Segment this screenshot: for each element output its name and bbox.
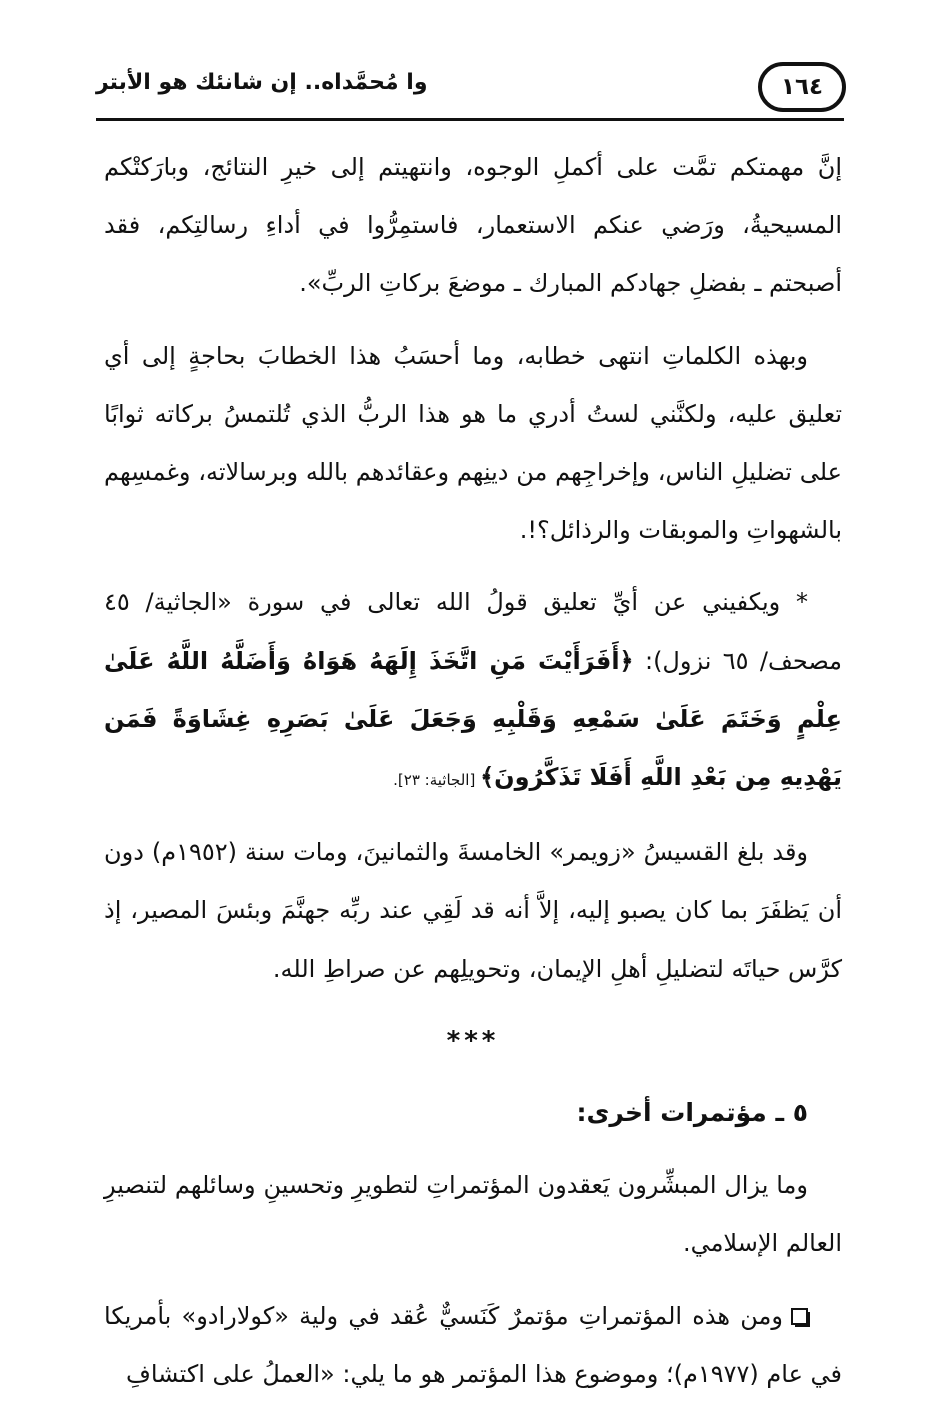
- quran-paragraph: [104, 573, 842, 809]
- section-heading: ٥ ـ مؤتمرات أخرى:: [576, 1098, 808, 1128]
- body-text: [104, 138, 842, 1417]
- section-paragraph-1: وما يزال المبشِّرون يَعقدون المؤتمراتِ لتطويرِ وتحسينِ وسائلهم لتنصيرِ العالم الإسلامي.: [104, 1171, 842, 1258]
- paragraph-3: وقد بلغ القسيسُ «زويمر» الخامسةَ والثمانينَ، ومات سنة (١٩٥٢م) دون أن يَظفَرَ بما كان يصبو إليه، إلاَّ أنه قد لَقِي عند ربِّه جهنَّمَ وبئسَ المصير، إذ كرَّس حياتَه لتضليلِ أهلِ الإيمان، وتحويلِهم عن صراطِ الله.: [104, 838, 842, 983]
- quran-verse: ﴿أَفَرَأَيْتَ مَنِ اتَّخَذَ إِلَهَهُ هَوَاهُ وَأَضَلَّهُ اللَّهُ عَلَىٰ عِلْمٍ وَخَتَمَ عَلَىٰ سَمْعِهِ وَقَلْبِهِ وَجَعَلَ عَلَىٰ بَصَرِهِ غِشَاوَةً فَمَن يَهْدِيهِ مِن بَعْدِ اللَّهِ أَفَلَا تَذَكَّرُونَ﴾: [104, 646, 842, 792]
- running-title: وا مُحمَّداه.. إن شانئك هو الأبتر: [96, 70, 428, 95]
- quran-lead: * ويكفيني عن أيِّ تعليق قولُ الله تعالى في سورة «الجاثية/ ٤٥ مصحف/ ٦٥ نزول):: [104, 588, 843, 675]
- running-header: [96, 56, 846, 124]
- paragraph-2: وبهذه الكلماتِ انتهى خطابه، وما أحسَبُ هذا الخطابَ بحاجةٍ إلى أي تعليق عليه، ولكنَّني لستُ أدري ما هو هذا الربُّ الذي تُلتمسُ بركاته ثوابًا على تضليلِ الناس، وإخراجِهم من دينِهم وعقائدهم بالله وبرسالاته، وغمسِهم بالشهواتِ والموبقات والرذائل؟!.: [104, 341, 842, 545]
- section-paragraph-2-text: ومن هذه المؤتمراتِ مؤتمرٌ كَنَسيٌّ عُقد في ولية «كولارادو» بأمريكا في عام (١٩٧٧م)؛ وموضوع هذا المؤتمر هو ما يلي: «العملُ على اكتشافِ: [104, 1301, 842, 1388]
- section-paragraph-2: [104, 1287, 842, 1403]
- header-rule: [96, 118, 844, 121]
- page-number-badge: [758, 62, 846, 112]
- verse-reference: [الجاثية: ٢٣].: [393, 771, 481, 790]
- section-separator: ***: [446, 1025, 500, 1056]
- page-number: ١٦٤: [780, 74, 824, 100]
- paragraph-1: إنَّ مهمتكم تمَّت على أكملِ الوجوه، وانتهيتم إلى خيرِ النتائج، وبارَكتْكم المسيحيةُ، ورَضي عنكم الاستعمار، فاستمِرُّوا في أداءِ رسالتِكم، فقد أصبحتم ـ بفضلِ جهادكم المبارك ـ موضعَ بركاتِ الربِّ».: [104, 153, 842, 298]
- square-bullet-icon: [791, 1308, 808, 1325]
